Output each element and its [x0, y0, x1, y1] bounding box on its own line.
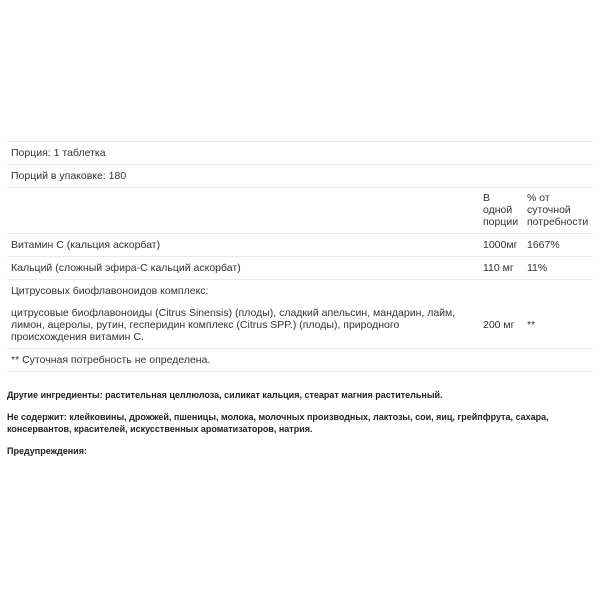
nutrient-amount [479, 280, 523, 303]
nutrient-amount: 200 мг [483, 319, 515, 331]
nutrient-dv: 11% [523, 257, 593, 280]
nutrient-name: цитрусовые биофлавоноиды (Citrus Sinensis) (плоды), сладкий апельсин, мандарин, лайм, лимон, ацеролы, рутин, гесперидин комплекс (Citrus SPP.) (плоды), природного происхождения витамин C. [11, 307, 456, 343]
other-ingredients: Другие ингредиенты: растительная целлюлоза, силикат кальция, стеарат магния растительный. [7, 390, 443, 400]
column-header-row [7, 188, 593, 234]
nutrient-dv: 1667% [523, 234, 593, 257]
nutrient-dv [523, 280, 593, 303]
dv-column-header: % от суточной потребности [523, 188, 593, 234]
does-not-contain: Не содержит: клейковины, дрожжей, пшеницы, молока, молочных производных, лактозы, сои, яиц, грейпфрута, сахара, консервантов, красителей, искусственных ароматизаторов, натрия. [7, 412, 549, 434]
header-spacer [7, 188, 479, 234]
nutrient-name: Кальций (сложный эфира-С кальций аскорбат) [7, 257, 479, 280]
nutrient-amount: 1000мг [479, 234, 523, 257]
nutrient-dv: ** [527, 319, 536, 331]
nutrient-row [7, 302, 593, 349]
warnings-heading: Предупреждения: [7, 446, 87, 456]
nutrient-row [7, 280, 593, 303]
servings-per-container-row [7, 165, 593, 188]
footnote-row [7, 349, 593, 372]
nutrient-amount: 110 мг [479, 257, 523, 280]
supplement-facts-table [7, 141, 593, 372]
amount-column-header: В одной порции [479, 188, 523, 234]
nutrient-name: Витамин C (кальция аскорбат) [7, 234, 479, 257]
servings-per-container: Порций в упаковке: 180 [7, 165, 593, 188]
footnote: ** Суточная потребность не определена. [7, 349, 593, 372]
nutrient-row [7, 257, 593, 280]
nutrient-name: Цитрусовых биофлавоноидов комплекс: [7, 280, 479, 303]
notes-section [7, 389, 593, 467]
serving-size-row [7, 142, 593, 165]
nutrient-row [7, 234, 593, 257]
serving-size: Порция: 1 таблетка [7, 142, 593, 165]
